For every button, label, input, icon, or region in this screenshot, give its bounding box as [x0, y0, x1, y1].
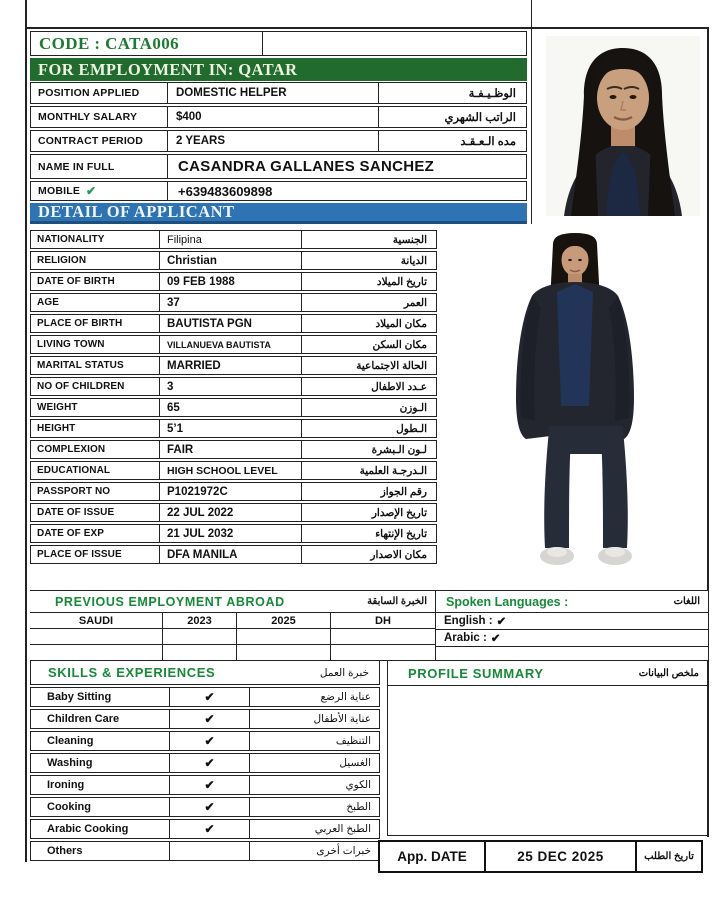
- skill-label: Ironing: [31, 776, 170, 794]
- check-icon: ✔: [86, 184, 97, 198]
- year-from-cell: [163, 645, 237, 660]
- field-label: PLACE OF BIRTH: [31, 315, 160, 332]
- year-from-cell: [163, 629, 237, 644]
- position-cell: DH: [375, 614, 391, 627]
- field-label: EDUCATIONAL: [31, 462, 160, 479]
- field-label: MONTHLY SALARY: [31, 107, 168, 127]
- field-label: NO OF CHILDREN: [31, 378, 160, 395]
- mobile-number: +639483609898: [178, 183, 273, 199]
- field-value: Filipina: [160, 231, 302, 248]
- field-label: CONTRACT PERIOD: [31, 131, 168, 151]
- detail-row: [30, 419, 437, 438]
- check-icon: ✔: [490, 633, 501, 645]
- skill-label: Washing: [31, 754, 170, 772]
- skill-row: [30, 841, 380, 861]
- detail-row: [30, 314, 437, 333]
- field-label: NAME IN FULL: [31, 155, 168, 178]
- field-label: LIVING TOWN: [31, 336, 160, 353]
- code-label: CODE : CATA006: [39, 33, 180, 53]
- frame-left-line: [25, 0, 27, 862]
- field-value: $400: [168, 107, 379, 127]
- field-value: 09 FEB 1988: [160, 273, 302, 290]
- field-value: VILLANUEVA BAUTISTA: [160, 336, 302, 353]
- country-cell: SAUDI: [30, 613, 163, 628]
- profile-summary-box: [387, 660, 708, 836]
- skill-row: [30, 709, 380, 729]
- detail-row: [30, 545, 437, 564]
- field-label-arabic: الوظـيـفـة: [468, 88, 516, 100]
- employment-row: [30, 629, 435, 645]
- skill-label-arabic: التنظيف: [335, 735, 371, 747]
- skill-label-arabic: خبرات أخرى: [316, 845, 371, 857]
- applicant-full-body-photo: [485, 230, 685, 578]
- skill-label: Baby Sitting: [31, 688, 170, 706]
- language-label: English :: [444, 615, 493, 627]
- detail-row: [30, 335, 437, 354]
- position-applied-row: [30, 82, 527, 104]
- employment-header: FOR EMPLOYMENT IN: QATAR: [30, 58, 527, 81]
- employment-row: [30, 613, 435, 629]
- detail-row: [30, 293, 437, 312]
- field-value: MARRIED: [160, 357, 302, 374]
- field-value: FAIR: [160, 441, 302, 458]
- detail-row: [30, 377, 437, 396]
- language-label: Arabic :: [444, 632, 487, 644]
- detail-row: [30, 251, 437, 270]
- check-icon: ✔: [170, 688, 250, 706]
- spoken-languages-panel: [436, 591, 708, 660]
- skill-row: [30, 797, 380, 817]
- skill-row: [30, 731, 380, 751]
- field-label-arabic: الجنسية: [392, 233, 427, 246]
- headshot-illustration: [546, 36, 700, 216]
- detail-row: [30, 503, 437, 522]
- skill-row: [30, 687, 380, 707]
- language-row: [436, 613, 708, 630]
- field-label: PASSPORT NO: [31, 483, 160, 500]
- detail-row: [30, 398, 437, 417]
- applicant-full-name: CASANDRA GALLANES SANCHEZ: [178, 158, 435, 175]
- applicant-headshot-photo: [546, 36, 700, 216]
- detail-row: [30, 272, 437, 291]
- position-cell: [331, 645, 435, 660]
- field-label-arabic: رقم الجواز: [380, 485, 427, 498]
- field-label-arabic: تاريخ الإنتهاء: [375, 527, 427, 540]
- previous-employment-table: [30, 591, 436, 660]
- mobile-label: MOBILE: [38, 185, 81, 197]
- check-icon: ✔: [170, 798, 250, 816]
- field-value: 5’1: [160, 420, 302, 437]
- check-icon: ✔: [496, 616, 507, 628]
- skills-table: [30, 687, 380, 863]
- field-label: COMPLEXION: [31, 441, 160, 458]
- previous-employment-section: [30, 590, 708, 661]
- skill-label: Cooking: [31, 798, 170, 816]
- field-label-arabic: الـدرجـة العلمية: [359, 464, 427, 477]
- employment-row: [30, 645, 435, 660]
- language-row: [436, 630, 708, 647]
- contract-period-row: [30, 130, 527, 152]
- field-label-arabic: الراتب الشهري: [444, 112, 516, 124]
- skills-header: [30, 660, 380, 685]
- field-label-arabic: تاريخ الإصدار: [371, 506, 427, 519]
- check-icon: ✔: [170, 754, 250, 772]
- detail-row: [30, 524, 437, 543]
- field-value: 2 YEARS: [168, 131, 379, 151]
- check-icon: ✔: [170, 710, 250, 728]
- field-label-arabic: تاريخ الميلاد: [376, 275, 427, 288]
- skill-label-arabic: الكوي: [345, 779, 371, 791]
- skill-label-arabic: الطبخ: [346, 801, 371, 813]
- check-icon: ✔: [170, 732, 250, 750]
- profile-summary-content: [388, 686, 707, 698]
- field-label-arabic: الـوزن: [399, 401, 427, 414]
- section-title-arabic: الخبرة السابقة: [367, 596, 427, 607]
- field-label: HEIGHT: [31, 420, 160, 437]
- field-value: BAUTISTA PGN: [160, 315, 302, 332]
- field-label-arabic: الـطول: [396, 422, 427, 435]
- field-label: NATIONALITY: [31, 231, 160, 248]
- app-date-label: App. DATE: [380, 842, 486, 871]
- code-empty-cell: [262, 32, 526, 55]
- check-icon: ✔: [170, 776, 250, 794]
- field-label-arabic: مده الـعـقـد: [460, 136, 516, 148]
- field-label: PLACE OF ISSUE: [31, 546, 160, 563]
- skill-label: Arabic Cooking: [31, 820, 170, 838]
- detail-row: [30, 482, 437, 501]
- name-row: [30, 154, 527, 179]
- field-label-arabic: لـون الـبشرة: [371, 443, 427, 456]
- country-cell: [30, 645, 163, 660]
- field-value: 22 JUL 2022: [160, 504, 302, 521]
- skill-row: [30, 775, 380, 795]
- field-label: MARITAL STATUS: [31, 357, 160, 374]
- section-title: PROFILE SUMMARY: [408, 665, 544, 681]
- skill-label-arabic: الطبخ العربي: [314, 823, 371, 835]
- field-value: P1021972C: [160, 483, 302, 500]
- previous-employment-header: [30, 591, 435, 613]
- field-value: 37: [160, 294, 302, 311]
- section-title: PREVIOUS EMPLOYMENT ABROAD: [55, 594, 285, 609]
- year-to-cell: 2025: [237, 613, 331, 628]
- field-value: 65: [160, 399, 302, 416]
- field-value: 3: [160, 378, 302, 395]
- detail-row: [30, 440, 437, 459]
- field-label: POSITION APPLIED: [31, 83, 168, 103]
- application-date-box: [378, 840, 703, 873]
- year-to-cell: [237, 629, 331, 644]
- detail-row: [30, 356, 437, 375]
- country-cell: [30, 629, 163, 644]
- mobile-row: [30, 181, 527, 201]
- field-label-arabic: مكان الاصدار: [370, 548, 427, 561]
- section-title-arabic: خبرة العمل: [319, 666, 369, 679]
- field-label-arabic: العمر: [403, 296, 427, 309]
- app-date-value: 25 DEC 2025: [486, 842, 637, 871]
- field-value: DOMESTIC HELPER: [168, 83, 379, 103]
- frame-top-line: [25, 27, 709, 29]
- field-label: DATE OF BIRTH: [31, 273, 160, 290]
- section-title: Spoken Languages :: [446, 594, 569, 609]
- field-label: DATE OF EXP: [31, 525, 160, 542]
- field-label: RELIGION: [31, 252, 160, 269]
- skill-label: Children Care: [31, 710, 170, 728]
- skill-row: [30, 753, 380, 773]
- detail-row: [30, 230, 437, 249]
- skill-label: Cleaning: [31, 732, 170, 750]
- detail-of-applicant-header: DETAIL OF APPLICANT: [30, 203, 527, 224]
- skill-row: [30, 819, 380, 839]
- monthly-salary-row: [30, 106, 527, 128]
- field-label-arabic: مكان السكن: [372, 338, 427, 351]
- section-title: SKILLS & EXPERIENCES: [48, 665, 216, 680]
- field-label-arabic: مكان الميلاد: [375, 317, 427, 330]
- app-date-label-arabic: تاريخ الطلب: [644, 851, 694, 862]
- year-from-cell: 2023: [163, 613, 237, 628]
- skill-label: Others: [31, 842, 170, 860]
- skill-label-arabic: عناية الأطفال: [313, 713, 371, 725]
- profile-summary-header: [388, 661, 707, 686]
- spoken-languages-header: [436, 591, 708, 613]
- field-value: Christian: [160, 252, 302, 269]
- field-label-arabic: الديانة: [400, 254, 427, 267]
- skill-label-arabic: الغسيل: [339, 757, 371, 769]
- position-cell: [331, 629, 435, 644]
- code-row: [30, 31, 527, 56]
- field-value: 21 JUL 2032: [160, 525, 302, 542]
- field-value: DFA MANILA: [160, 546, 302, 563]
- detail-table: [30, 230, 437, 566]
- section-title-arabic: ملخص البيانات: [638, 667, 699, 679]
- field-label: DATE OF ISSUE: [31, 504, 160, 521]
- field-value: HIGH SCHOOL LEVEL: [160, 462, 302, 479]
- field-label-arabic: عـدد الاطفال: [371, 380, 427, 393]
- field-label-arabic: الحالة الاجتماعية: [356, 359, 427, 372]
- field-label: [31, 182, 168, 200]
- check-icon: ✔: [170, 820, 250, 838]
- field-label: AGE: [31, 294, 160, 311]
- section-title-arabic: اللغات: [673, 596, 700, 607]
- skill-label-arabic: عناية الرضع: [320, 691, 371, 703]
- photo-cell-divider-line: [531, 0, 532, 224]
- check-icon: [170, 842, 250, 860]
- year-to-cell: [237, 645, 331, 660]
- field-label: WEIGHT: [31, 399, 160, 416]
- detail-row: [30, 461, 437, 480]
- full-body-illustration: [485, 230, 685, 578]
